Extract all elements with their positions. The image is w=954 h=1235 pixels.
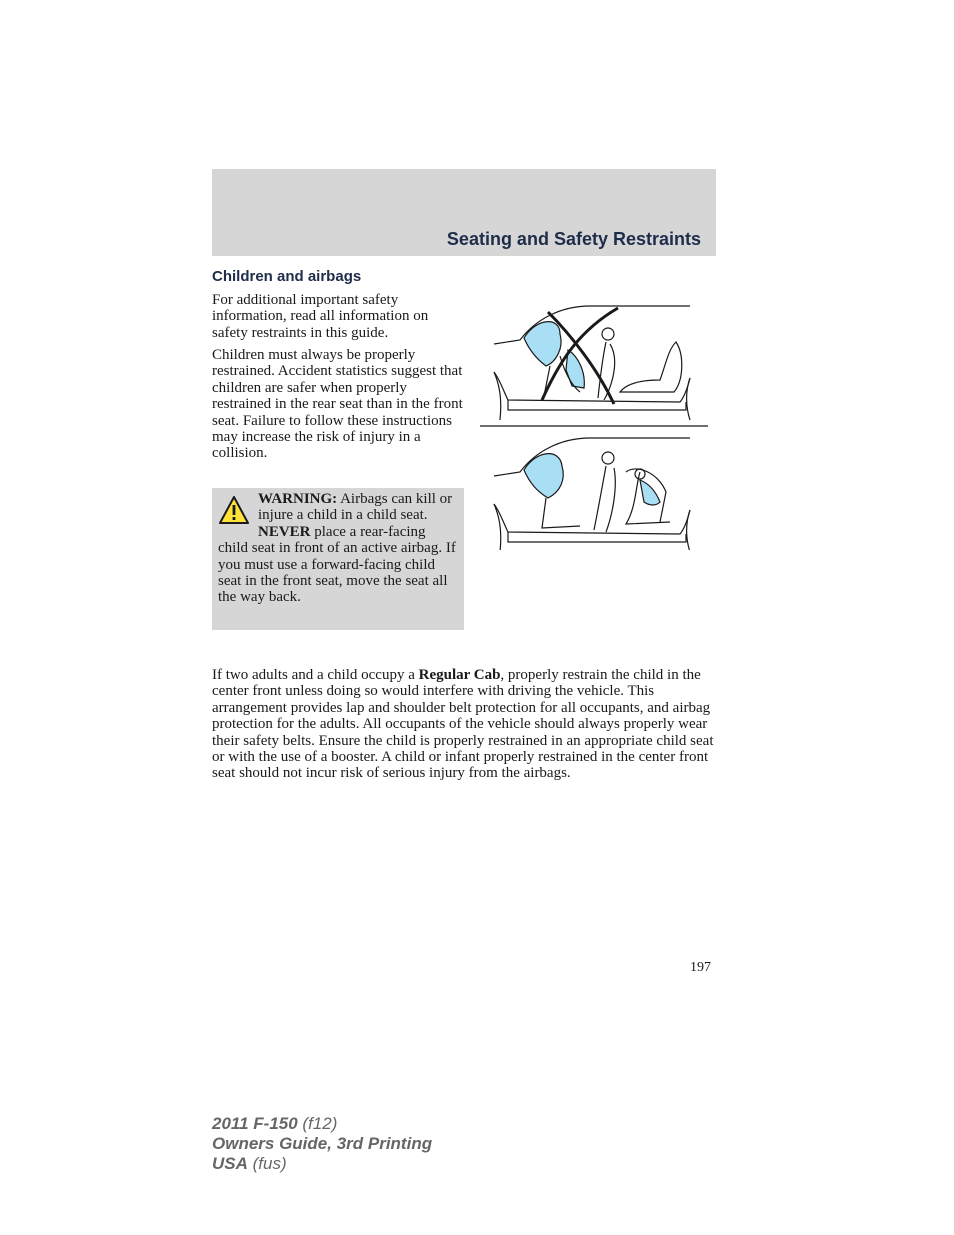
page-title: Seating and Safety Restraints: [446, 229, 701, 249]
regular-cab-term: Regular Cab: [418, 667, 501, 683]
warning-text-a: Airbags can kill or injure a child in a child seat.: [258, 491, 453, 524]
footer-line-2: Owners Guide, 3rd Printing: [212, 1134, 433, 1153]
footer-region: USA: [212, 1154, 248, 1173]
header-band: [212, 169, 716, 256]
regular-cab-paragraph: [212, 667, 716, 782]
warning-triangle-icon: [218, 495, 250, 525]
section-heading: Children and airbags: [212, 268, 362, 285]
correct-rear-seat-diagram: [494, 438, 690, 550]
footer-region-code: (fus): [247, 1154, 287, 1173]
warning-text-b: place a rear-facing child seat in front of an active airbag. If you must use a forward-facing child seat in the front seat, move the seat all the way back.: [218, 523, 456, 606]
footer-line-1: [212, 1114, 432, 1134]
paragraph-children-restrained: Children must always be properly restrained. Accident statistics suggest that children are safer when properly restrained in the rear seat than in the front seat. Failure to follow these instructions may increase the risk of injury in a collision.: [212, 347, 463, 462]
footer-model-code: (f12): [297, 1114, 338, 1133]
warning-label: WARNING:: [258, 491, 338, 507]
footer-model: 2011 F-150: [212, 1114, 298, 1133]
page-number: 197: [690, 960, 711, 975]
warning-never: NEVER: [258, 523, 311, 540]
paragraph-safety-info: For additional important safety information, read all information on safety restraints in this guide.: [212, 292, 429, 341]
footer: [212, 1114, 432, 1174]
airbag-child-seat-illustration: [480, 300, 710, 550]
warning-box: [212, 488, 464, 630]
footer-line-3: [212, 1154, 432, 1174]
regular-cab-text-after: , properly restrain the child in the center front unless doing so would interfere with driving the vehicle. This arrangement provides lap and shoulder belt protection for all occupants, and airbag protection for the adults. All occupants of the vehicle should always properly wear their safety belts. Ensure the child is properly restrained in an appropriate child seat or with the use of a booster. A child or infant properly restrained in the center front seat should not incur risk of serious injury from the airbags.: [212, 667, 714, 782]
regular-cab-text-before: If two adults and a child occupy a: [212, 667, 419, 683]
